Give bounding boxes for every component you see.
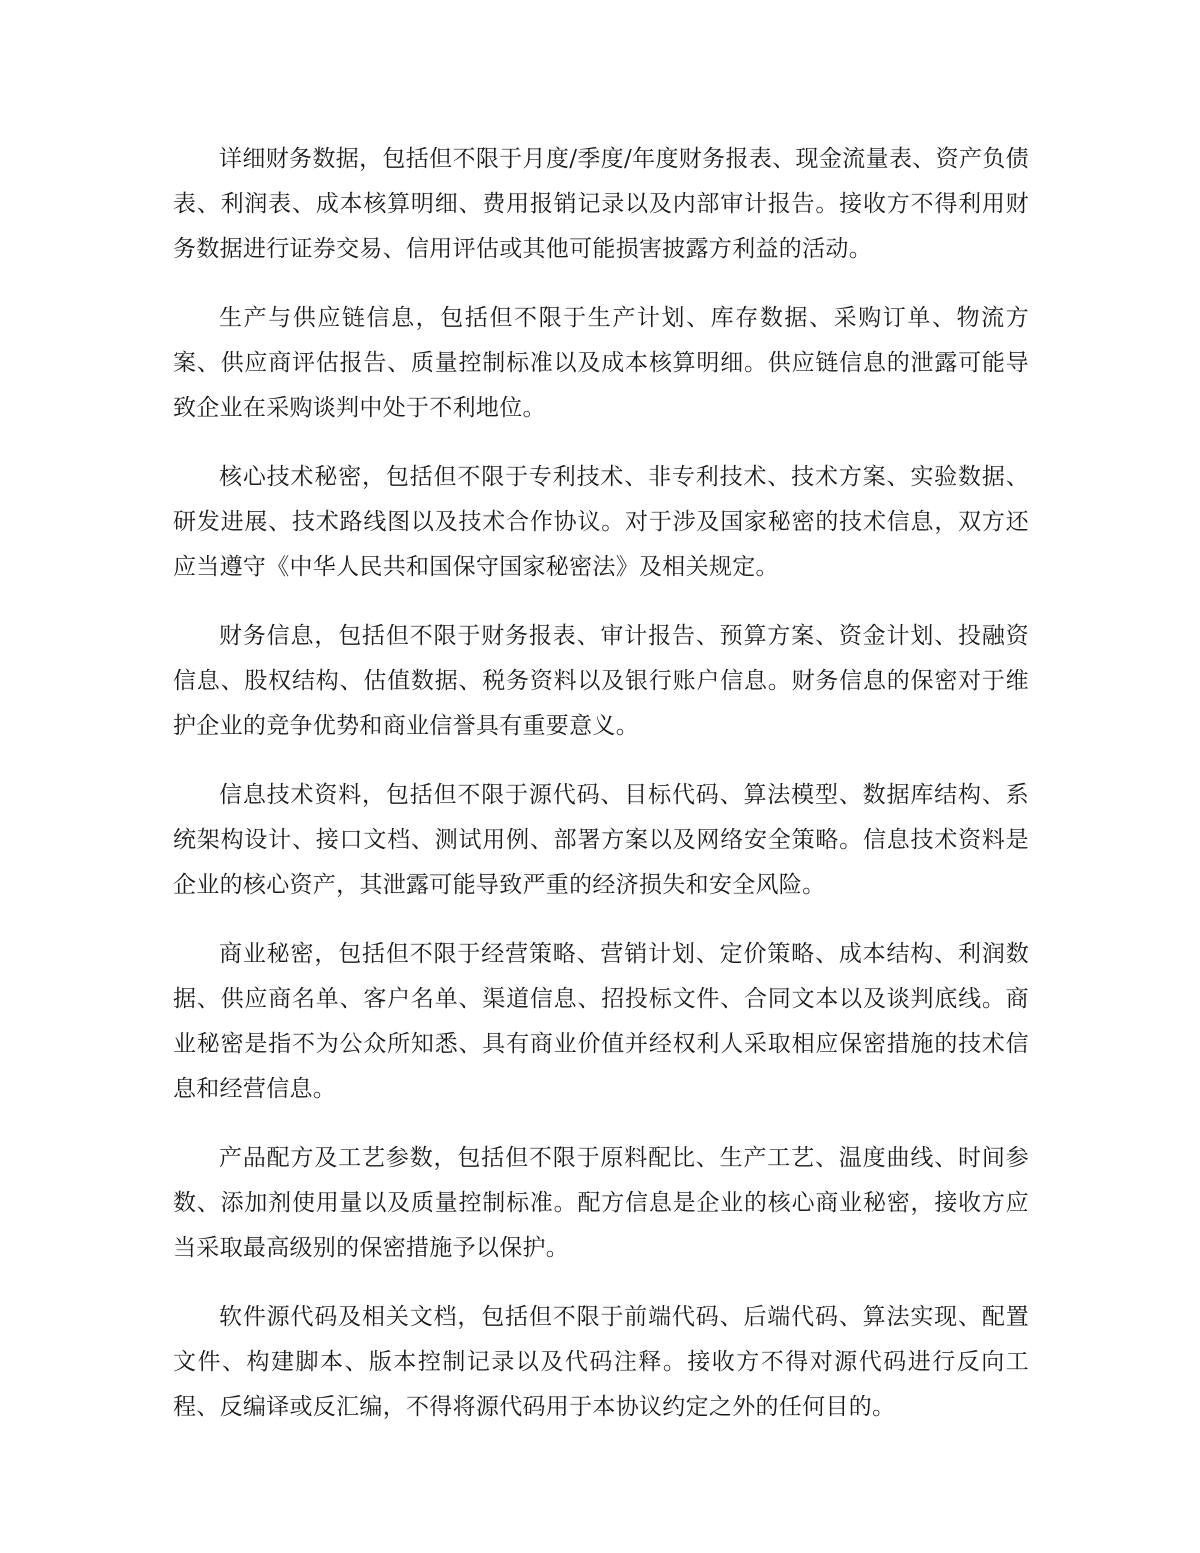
paragraph-supply-chain: 生产与供应链信息，包括但不限于生产计划、库存数据、采购订单、物流方案、供应商评估报告、质量控制标准以及成本核算明细。供应链信息的泄露可能导致企业在采购谈判中处于不利地位。: [173, 305, 1029, 421]
paragraph-it-materials: 信息技术资料，包括但不限于源代码、目标代码、算法模型、数据库结构、系统架构设计、接口文档、测试用例、部署方案以及网络安全策略。信息技术资料是企业的核心资产，其泄露可能导致严重的经济损失和安全风险。: [173, 782, 1029, 898]
paragraph-trade-secrets: 商业秘密，包括但不限于经营策略、营销计划、定价策略、成本结构、利润数据、供应商名单、客户名单、渠道信息、招投标文件、合同文本以及谈判底线。商业秘密是指不为公众所知悉、具有商业价值并经权利人采取相应保密措施的技术信息和经营信息。: [173, 941, 1029, 1102]
paragraph-financial-data: 详细财务数据，包括但不限于月度/季度/年度财务报表、现金流量表、资产负债表、利润表、成本核算明细、费用报销记录以及内部审计报告。接收方不得利用财务数据进行证券交易、信用评估或其他可能损害披露方利益的活动。: [173, 146, 1029, 262]
paragraph-source-code: 软件源代码及相关文档，包括但不限于前端代码、后端代码、算法实现、配置文件、构建脚本、版本控制记录以及代码注释。接收方不得对源代码进行反向工程、反编译或反汇编，不得将源代码用于本协议约定之外的任何目的。: [173, 1304, 1029, 1420]
paragraph-core-technology: 核心技术秘密，包括但不限于专利技术、非专利技术、技术方案、实验数据、研发进展、技术路线图以及技术合作协议。对于涉及国家秘密的技术信息，双方还应当遵守《中华人民共和国保守国家秘密法》及相关规定。: [173, 464, 1029, 580]
paragraph-product-formula: 产品配方及工艺参数，包括但不限于原料配比、生产工艺、温度曲线、时间参数、添加剂使用量以及质量控制标准。配方信息是企业的核心商业秘密，接收方应当采取最高级别的保密措施予以保护。: [173, 1145, 1029, 1261]
document-body: [173, 137, 1029, 1454]
paragraph-financial-info: 财务信息，包括但不限于财务报表、审计报告、预算方案、资金计划、投融资信息、股权结构、估值数据、税务资料以及银行账户信息。财务信息的保密对于维护企业的竞争优势和商业信誉具有重要意义。: [173, 623, 1029, 739]
